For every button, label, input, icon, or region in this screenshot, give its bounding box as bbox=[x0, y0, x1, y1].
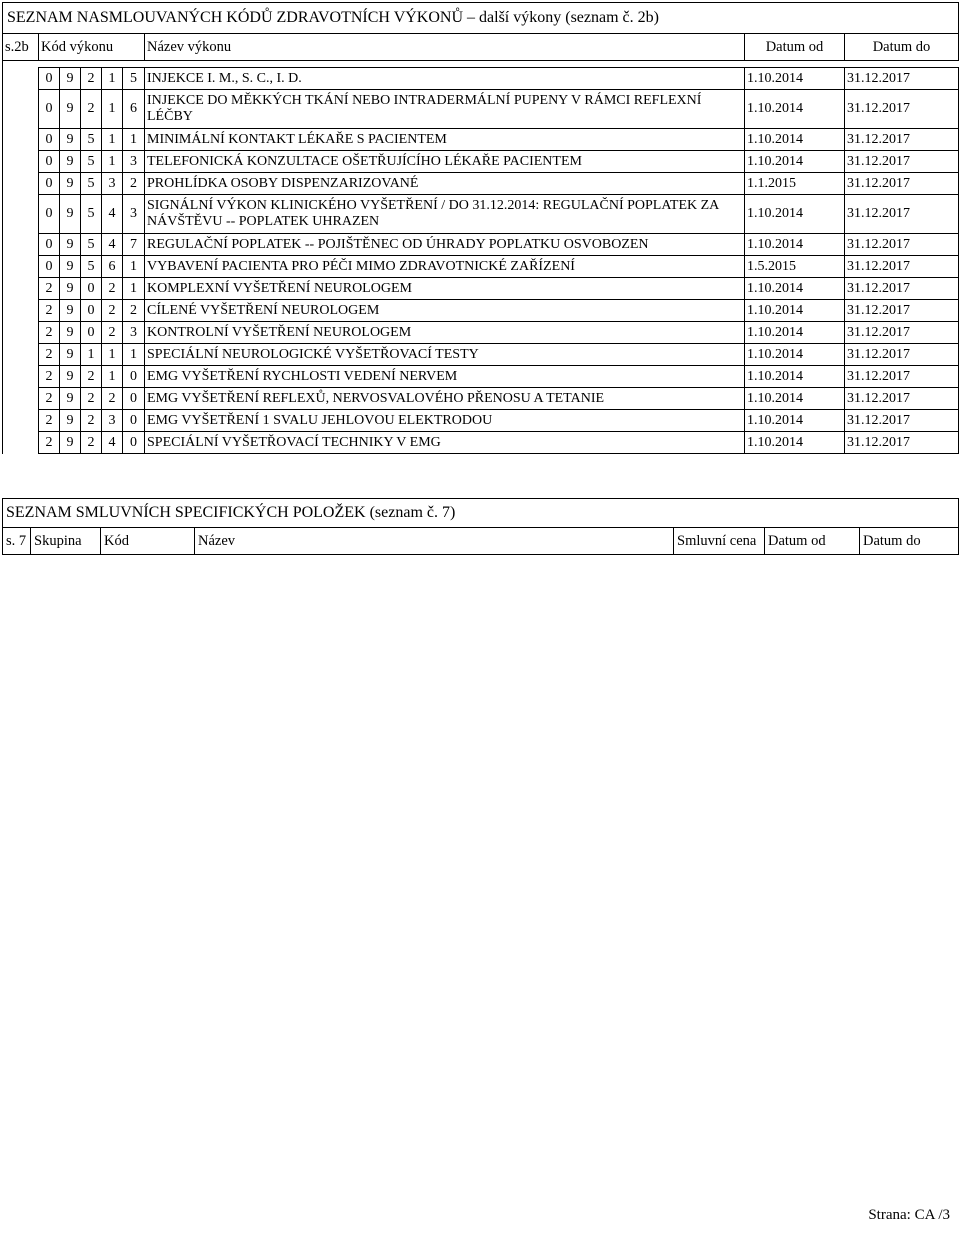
list-2b-title: SEZNAM NASMLOUVANÝCH KÓDŮ ZDRAVOTNÍCH VÝKONŮ – další výkony (seznam č. 2b) bbox=[3, 3, 959, 34]
code-digit: 2 bbox=[102, 278, 123, 300]
code-digit: 3 bbox=[123, 322, 145, 344]
code-digit: 2 bbox=[39, 388, 60, 410]
date-from: 1.10.2014 bbox=[745, 432, 845, 454]
code-digit: 9 bbox=[60, 410, 81, 432]
date-from: 1.10.2014 bbox=[745, 410, 845, 432]
code-digit: 9 bbox=[60, 90, 81, 129]
code-digit: 1 bbox=[123, 129, 145, 151]
code-digit: 9 bbox=[60, 234, 81, 256]
header-name: Název výkonu bbox=[145, 34, 745, 61]
date-to: 31.12.2017 bbox=[845, 173, 959, 195]
code-digit: 1 bbox=[81, 344, 102, 366]
date-to: 31.12.2017 bbox=[845, 90, 959, 129]
code-digit: 1 bbox=[102, 68, 123, 90]
code-digit: 9 bbox=[60, 151, 81, 173]
date-to: 31.12.2017 bbox=[845, 322, 959, 344]
code-digit: 2 bbox=[39, 322, 60, 344]
code-digit: 2 bbox=[81, 68, 102, 90]
code-digit: 9 bbox=[60, 388, 81, 410]
date-to: 31.12.2017 bbox=[845, 278, 959, 300]
code-digit: 1 bbox=[102, 90, 123, 129]
procedure-name: SIGNÁLNÍ VÝKON KLINICKÉHO VYŠETŘENÍ / DO 31.12.2014: REGULAČNÍ POPLATEK ZA NÁVŠTĚVU -- POPLATEK UHRAZEN bbox=[145, 195, 745, 234]
code-digit: 0 bbox=[81, 322, 102, 344]
code-digit: 0 bbox=[81, 300, 102, 322]
table-row bbox=[3, 432, 959, 454]
code-digit: 1 bbox=[102, 129, 123, 151]
date-to: 31.12.2017 bbox=[845, 388, 959, 410]
list-7-table bbox=[2, 498, 959, 555]
table-row bbox=[3, 173, 959, 195]
code-digit: 5 bbox=[123, 68, 145, 90]
code-digit: 5 bbox=[81, 195, 102, 234]
list-2b-header-row bbox=[3, 34, 959, 61]
code-digit: 2 bbox=[39, 410, 60, 432]
code-digit: 2 bbox=[81, 388, 102, 410]
date-from: 1.10.2014 bbox=[745, 129, 845, 151]
procedure-name: PROHLÍDKA OSOBY DISPENZARIZOVANÉ bbox=[145, 173, 745, 195]
procedure-name: CÍLENÉ VYŠETŘENÍ NEUROLOGEM bbox=[145, 300, 745, 322]
header-price: Smluvní cena bbox=[674, 528, 765, 555]
date-to: 31.12.2017 bbox=[845, 68, 959, 90]
procedure-name: EMG VYŠETŘENÍ 1 SVALU JEHLOVOU ELEKTRODOU bbox=[145, 410, 745, 432]
header-group: Skupina bbox=[31, 528, 101, 555]
code-digit: 1 bbox=[102, 366, 123, 388]
code-digit: 2 bbox=[102, 388, 123, 410]
code-digit: 9 bbox=[60, 300, 81, 322]
code-digit: 4 bbox=[102, 234, 123, 256]
code-digit: 2 bbox=[39, 344, 60, 366]
code-digit: 2 bbox=[81, 432, 102, 454]
code-digit: 2 bbox=[102, 300, 123, 322]
code-digit: 0 bbox=[39, 129, 60, 151]
date-from: 1.10.2014 bbox=[745, 68, 845, 90]
code-digit: 0 bbox=[81, 278, 102, 300]
header-s7: s. 7 bbox=[3, 528, 31, 555]
date-to: 31.12.2017 bbox=[845, 256, 959, 278]
procedure-name: INJEKCE I. M., S. C., I. D. bbox=[145, 68, 745, 90]
date-from: 1.10.2014 bbox=[745, 278, 845, 300]
procedure-name: SPECIÁLNÍ VYŠETŘOVACÍ TECHNIKY V EMG bbox=[145, 432, 745, 454]
code-digit: 9 bbox=[60, 432, 81, 454]
date-to: 31.12.2017 bbox=[845, 300, 959, 322]
list-7-header-row bbox=[3, 528, 959, 555]
date-to: 31.12.2017 bbox=[845, 151, 959, 173]
table-row bbox=[3, 151, 959, 173]
code-digit: 1 bbox=[123, 278, 145, 300]
procedure-name: SPECIÁLNÍ NEUROLOGICKÉ VYŠETŘOVACÍ TESTY bbox=[145, 344, 745, 366]
code-digit: 4 bbox=[102, 432, 123, 454]
date-to: 31.12.2017 bbox=[845, 366, 959, 388]
code-digit: 9 bbox=[60, 68, 81, 90]
code-digit: 2 bbox=[81, 90, 102, 129]
date-from: 1.10.2014 bbox=[745, 234, 845, 256]
date-from: 1.10.2014 bbox=[745, 388, 845, 410]
header-from7: Datum od bbox=[765, 528, 860, 555]
date-from: 1.10.2014 bbox=[745, 322, 845, 344]
procedure-name: KOMPLEXNÍ VYŠETŘENÍ NEUROLOGEM bbox=[145, 278, 745, 300]
table-row bbox=[3, 410, 959, 432]
code-digit: 5 bbox=[81, 173, 102, 195]
date-from: 1.5.2015 bbox=[745, 256, 845, 278]
code-digit: 9 bbox=[60, 366, 81, 388]
code-digit: 6 bbox=[102, 256, 123, 278]
code-digit: 9 bbox=[60, 195, 81, 234]
date-from: 1.10.2014 bbox=[745, 151, 845, 173]
code-digit: 2 bbox=[39, 366, 60, 388]
code-digit: 9 bbox=[60, 278, 81, 300]
code-digit: 0 bbox=[39, 68, 60, 90]
spacer-row bbox=[3, 61, 959, 68]
procedure-name: VYBAVENÍ PACIENTA PRO PÉČI MIMO ZDRAVOTNICKÉ ZAŘÍZENÍ bbox=[145, 256, 745, 278]
header-name7: Název bbox=[195, 528, 674, 555]
code-digit: 5 bbox=[81, 129, 102, 151]
header-code: Kód výkonu bbox=[39, 34, 145, 61]
code-digit: 3 bbox=[123, 151, 145, 173]
code-digit: 9 bbox=[60, 173, 81, 195]
date-from: 1.10.2014 bbox=[745, 90, 845, 129]
code-digit: 1 bbox=[123, 256, 145, 278]
code-digit: 0 bbox=[123, 432, 145, 454]
code-digit: 2 bbox=[39, 278, 60, 300]
code-digit: 1 bbox=[123, 344, 145, 366]
table-row bbox=[3, 90, 959, 129]
code-digit: 0 bbox=[39, 234, 60, 256]
code-digit: 0 bbox=[123, 410, 145, 432]
procedure-name: TELEFONICKÁ KONZULTACE OŠETŘUJÍCÍHO LÉKAŘE PACIENTEM bbox=[145, 151, 745, 173]
page-footer: Strana: CA /3 bbox=[868, 1207, 950, 1223]
code-digit: 5 bbox=[81, 151, 102, 173]
procedure-name: INJEKCE DO MĚKKÝCH TKÁNÍ NEBO INTRADERMÁLNÍ PUPENY V RÁMCI REFLEXNÍ LÉČBY bbox=[145, 90, 745, 129]
table-row bbox=[3, 234, 959, 256]
code-digit: 9 bbox=[60, 344, 81, 366]
header-to: Datum do bbox=[845, 34, 959, 61]
date-from: 1.10.2014 bbox=[745, 195, 845, 234]
list-7-title: SEZNAM SMLUVNÍCH SPECIFICKÝCH POLOŽEK (seznam č. 7) bbox=[3, 499, 959, 528]
table-row bbox=[3, 388, 959, 410]
code-digit: 3 bbox=[102, 410, 123, 432]
date-from: 1.10.2014 bbox=[745, 344, 845, 366]
procedure-name: EMG VYŠETŘENÍ REFLEXŮ, NERVOSVALOVÉHO PŘENOSU A TETANIE bbox=[145, 388, 745, 410]
date-from: 1.1.2015 bbox=[745, 173, 845, 195]
procedure-name: MINIMÁLNÍ KONTAKT LÉKAŘE S PACIENTEM bbox=[145, 129, 745, 151]
date-to: 31.12.2017 bbox=[845, 432, 959, 454]
date-from: 1.10.2014 bbox=[745, 366, 845, 388]
code-digit: 0 bbox=[39, 195, 60, 234]
code-digit: 3 bbox=[123, 195, 145, 234]
code-digit: 1 bbox=[102, 151, 123, 173]
code-digit: 7 bbox=[123, 234, 145, 256]
date-to: 31.12.2017 bbox=[845, 195, 959, 234]
code-digit: 2 bbox=[81, 366, 102, 388]
header-code7: Kód bbox=[101, 528, 195, 555]
procedure-name: EMG VYŠETŘENÍ RYCHLOSTI VEDENÍ NERVEM bbox=[145, 366, 745, 388]
table-row bbox=[3, 278, 959, 300]
table-row bbox=[3, 68, 959, 90]
code-digit: 0 bbox=[123, 366, 145, 388]
code-digit: 0 bbox=[123, 388, 145, 410]
procedure-name: REGULAČNÍ POPLATEK -- POJIŠTĚNEC OD ÚHRADY POPLATKU OSVOBOZEN bbox=[145, 234, 745, 256]
date-to: 31.12.2017 bbox=[845, 234, 959, 256]
code-digit: 0 bbox=[39, 173, 60, 195]
code-digit: 9 bbox=[60, 256, 81, 278]
date-to: 31.12.2017 bbox=[845, 344, 959, 366]
code-digit: 0 bbox=[39, 256, 60, 278]
table-row bbox=[3, 195, 959, 234]
code-digit: 9 bbox=[60, 322, 81, 344]
code-digit: 2 bbox=[123, 300, 145, 322]
code-digit: 2 bbox=[39, 300, 60, 322]
date-from: 1.10.2014 bbox=[745, 300, 845, 322]
code-digit: 5 bbox=[81, 234, 102, 256]
code-digit: 2 bbox=[102, 322, 123, 344]
header-s: s.2b bbox=[3, 34, 39, 61]
table-row bbox=[3, 366, 959, 388]
code-digit: 2 bbox=[81, 410, 102, 432]
table-row bbox=[3, 256, 959, 278]
code-digit: 1 bbox=[102, 344, 123, 366]
code-digit: 4 bbox=[102, 195, 123, 234]
code-digit: 0 bbox=[39, 151, 60, 173]
code-digit: 0 bbox=[39, 90, 60, 129]
header-from: Datum od bbox=[745, 34, 845, 61]
table-row bbox=[3, 300, 959, 322]
date-to: 31.12.2017 bbox=[845, 129, 959, 151]
code-digit: 9 bbox=[60, 129, 81, 151]
code-digit: 3 bbox=[102, 173, 123, 195]
list-2b-table bbox=[2, 2, 959, 454]
code-digit: 2 bbox=[39, 432, 60, 454]
table-row bbox=[3, 344, 959, 366]
code-digit: 6 bbox=[123, 90, 145, 129]
procedure-name: KONTROLNÍ VYŠETŘENÍ NEUROLOGEM bbox=[145, 322, 745, 344]
table-row bbox=[3, 322, 959, 344]
table-row bbox=[3, 129, 959, 151]
code-digit: 5 bbox=[81, 256, 102, 278]
code-digit: 2 bbox=[123, 173, 145, 195]
date-to: 31.12.2017 bbox=[845, 410, 959, 432]
header-to7: Datum do bbox=[860, 528, 959, 555]
